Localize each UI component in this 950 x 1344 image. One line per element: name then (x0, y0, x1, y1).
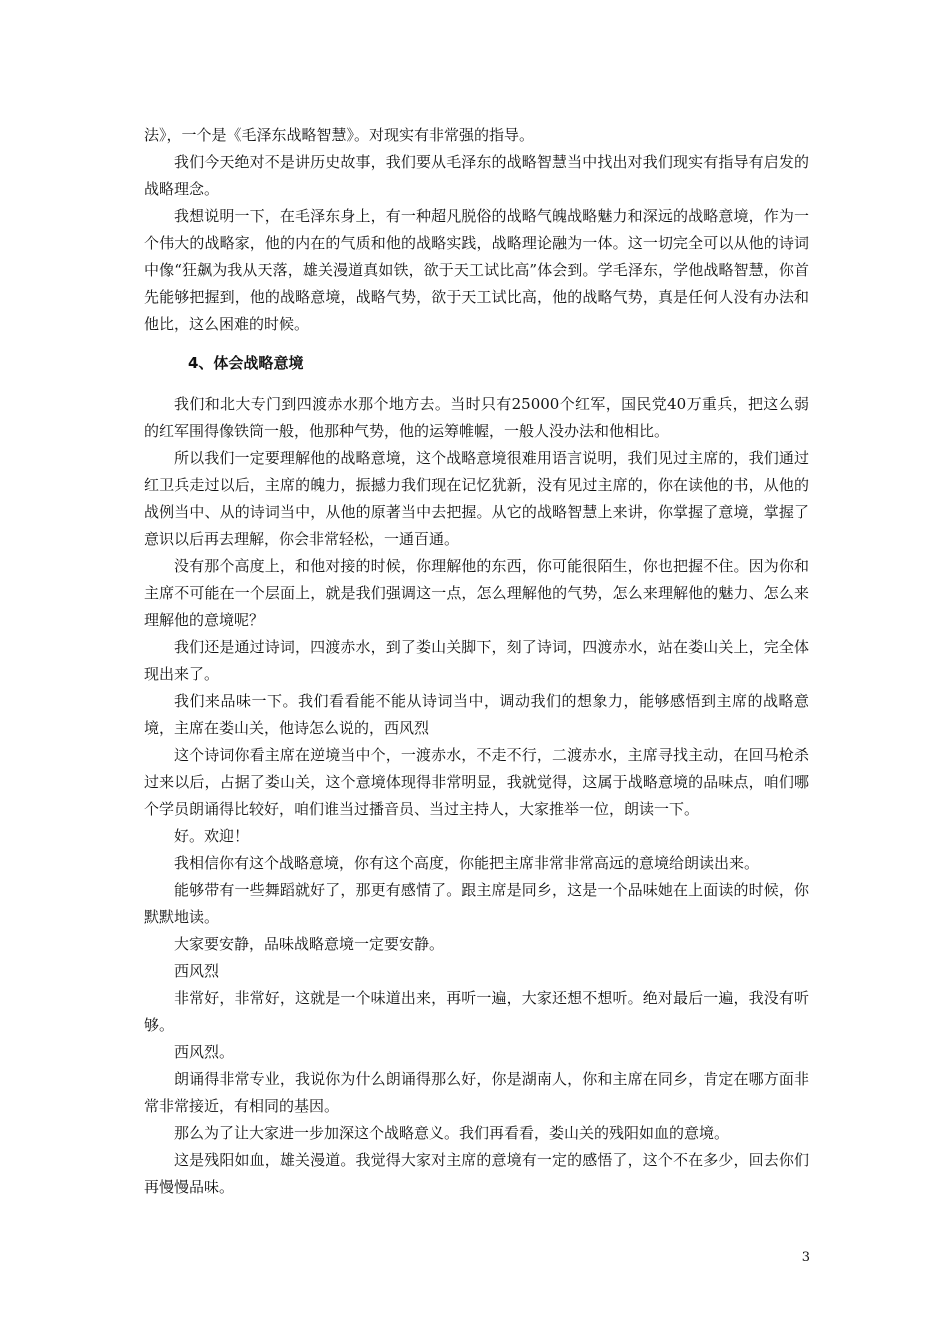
paragraph: 这个诗词你看主席在逆境当中个，一渡赤水，不走不行，二渡赤水，主席寻找主动，在回马枪杀过来以后，占据了娄山关，这个意境体现得非常明显，我就觉得，这属于战略意境的品味点，咱们哪个学员朗诵得比较好，咱们谁当过播音员、当过主持人，大家推举一位，朗读一下。 (144, 746, 809, 818)
paragraph: 大家要安静，品味战略意境一定要安静。 (174, 935, 445, 953)
paragraph: 我们来品味一下。我们看看能不能从诗词当中，调动我们的想象力，能够感悟到主席的战略意境，主席在娄山关，他诗怎么说的，西风烈 (144, 692, 809, 737)
paragraph: 能够带有一些舞蹈就好了，那更有感情了。跟主席是同乡，这是一个品味她在上面读的时候，你默默地读。 (144, 881, 809, 926)
paragraph: 非常好，非常好，这就是一个味道出来，再听一遍，大家还想不想听。绝对最后一遍，我没有听够。 (144, 989, 809, 1034)
page-number: 3 (801, 1250, 810, 1265)
paragraph: 我们和北大专门到四渡赤水那个地方去。当时只有25000个红军，国民党40万重兵，把这么弱的红军围得像铁筒一般，他那种气势，他的运筹帷幄，一般人没办法和他相比。 (144, 395, 809, 440)
document-body (144, 122, 809, 1201)
paragraph: 好。欢迎！ (174, 827, 250, 845)
paragraph: 西风烈。 (174, 1043, 235, 1061)
paragraph: 我想说明一下，在毛泽东身上，有一种超凡脱俗的战略气魄战略魅力和深远的战略意境，作为一个伟大的战略家，他的内在的气质和他的战略实践，战略理论融为一体。这一切完全可以从他的诗词中像“狂飙为我从天落，雄关漫道真如铁，欲于天工试比高”体会到。学毛泽东，学他战略智慧，你首先能够把握到，他的战略意境，战略气势，欲于天工试比高，他的战略气势，真是任何人没有办法和他比，这么困难的时候。 (144, 207, 809, 333)
paragraph: 那么为了让大家进一步加深这个战略意义。我们再看看，娄山关的残阳如血的意境。 (174, 1124, 730, 1142)
paragraph: 我们还是通过诗词，四渡赤水，到了娄山关脚下，刻了诗词，四渡赤水，站在娄山关上，完全体现出来了。 (144, 638, 809, 683)
paragraph: 朗诵得非常专业，我说你为什么朗诵得那么好，你是湖南人，你和主席在同乡，肯定在哪方面非常非常接近，有相同的基因。 (144, 1070, 809, 1115)
paragraph: 所以我们一定要理解他的战略意境，这个战略意境很难用语言说明，我们见过主席的，我们通过红卫兵走过以后，主席的魄力，振撼力我们现在记忆犹新，没有见过主席的，你在读他的书，从他的战例当中、从的诗词当中，从他的原著当中去把握。从它的战略智慧上来讲，你掌握了意境，掌握了意识以后再去理解，你会非常轻松，一通百通。 (144, 449, 809, 548)
paragraph: 西风烈 (174, 962, 220, 980)
paragraph-continuation: 法》，一个是《毛泽东战略智慧》。对现实有非常强的指导。 (144, 126, 535, 144)
paragraph: 这是残阳如血，雄关漫道。我觉得大家对主席的意境有一定的感悟了，这个不在多少，回去你们再慢慢品味。 (144, 1151, 809, 1196)
paragraph: 我们今天绝对不是讲历史故事，我们要从毛泽东的战略智慧当中找出对我们现实有指导有启发的战略理念。 (144, 153, 809, 198)
paragraph: 没有那个高度上，和他对接的时候，你理解他的东西，你可能很陌生，你也把握不住。因为你和主席不可能在一个层面上，就是我们强调这一点，怎么理解他的气势，怎么来理解他的魅力、怎么来理解他的意境呢？ (144, 557, 809, 629)
section-heading: 4、体会战略意境 (188, 354, 304, 372)
paragraph: 我相信你有这个战略意境，你有这个高度，你能把主席非常非常高远的意境给朗读出来。 (174, 854, 760, 872)
